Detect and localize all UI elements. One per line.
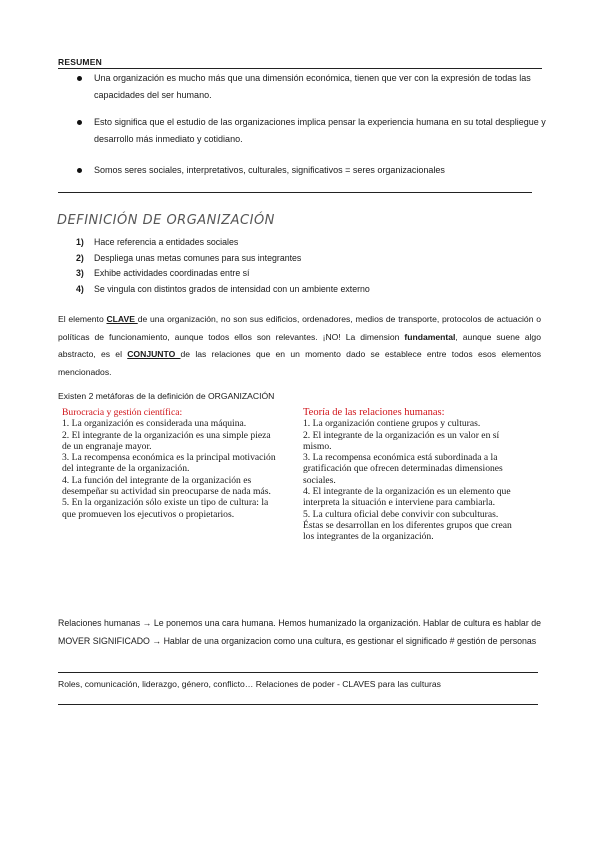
list-item — [58, 114, 548, 148]
list-item: 5. En la organización sólo existe un tipo de cultura: la que promueven los ejecutivos o propietarios. — [62, 497, 269, 520]
item-number: 1) — [76, 237, 84, 247]
para-text: , aunque suene algo abstracto, es el — [58, 331, 541, 359]
metaforas-intro: Existen 2 metáforas de la definición de ORGANIZACIÓN — [58, 391, 275, 401]
list-item: 2. El integrante de la organización es un valor en sí mismo. — [303, 429, 500, 452]
roles-line: Roles, comunicación, liderazgo, género, conflicto… Relaciones de poder - CLAVES para las culturas — [58, 679, 441, 689]
list-item: 3. La recompensa económica es la principal motivación del integrante de la organización. — [62, 452, 276, 475]
para-text: de una organización, no son sus edificios, ordenadores, medios de transporte, protocolos de actuación o políticas de funcionamiento, aunque todos ellos son relevantes. ¡NO! La dimension — [58, 314, 541, 342]
section-divider — [58, 672, 538, 673]
item-number: 3) — [76, 268, 84, 278]
item-text: Hace referencia a entidades sociales — [94, 237, 239, 247]
definicion-heading: DEFINICIÓN DE ORGANIZACIÓN — [57, 213, 275, 228]
list-item — [76, 266, 496, 282]
item-number: 2) — [76, 252, 84, 263]
section-divider — [58, 192, 532, 193]
bullet-icon — [77, 76, 82, 81]
list-item: 2. El integrante de la organización es una simple pieza de un engranaje mayor. — [62, 429, 271, 452]
keyword-conjunto: CONJUNTO — [127, 349, 181, 359]
metafora-burocracia-column — [62, 407, 282, 520]
metafora-relaciones-column — [303, 407, 518, 543]
item-text: Se vingula con distintos grados de intensidad con un ambiente externo — [94, 283, 370, 294]
bullet-text: Somos seres sociales, interpretativos, culturales, significativos = seres organizacionales — [94, 165, 445, 175]
resumen-bullet-list — [58, 70, 548, 179]
column-title: Teoría de las relaciones humanas: — [303, 407, 445, 418]
bullet-icon — [77, 168, 82, 173]
list-item: 4. La función del integrante de la organización es desempeñar su actividad sin preocuparse de nada más. — [62, 474, 271, 498]
bullet-text: Una organización es mucho más que una dimensión económica, tienen que ver con la expresión de todas las capacidades del ser humano. — [94, 73, 531, 100]
definicion-numbered-list — [76, 235, 496, 297]
list-item: 4. El integrante de la organización es un elemento que interpreta la situación e interviene para cambiarla. — [303, 486, 511, 509]
list-item: 1. La organización es considerada una máquina. — [62, 418, 247, 430]
list-item — [58, 70, 548, 104]
item-text: Exhibe actividades coordinadas entre sí — [94, 268, 250, 278]
para-text: de las relaciones que en un momento dado se establece entre todos esos elementos mencionados. — [58, 349, 541, 377]
definicion-paragraph — [58, 311, 541, 381]
para-text: El elemento — [58, 314, 107, 324]
keyword-fundamental: fundamental — [404, 331, 456, 342]
bullet-text: Esto significa que el estudio de las organizaciones implica pensar la experiencia humana en su total despliegue y desarrollo más inmediato y cotidiano. — [94, 117, 546, 144]
title-underline — [58, 68, 542, 69]
list-item: 5. La cultura oficial debe convivir con subculturas. Éstas se desarrollan en los diferentes grupos que crean los integrantes de la organización. — [303, 508, 512, 543]
list-item: 3. La recompensa económica está subordinada a la gratificación que ofrecen determinadas dimensiones sociales. — [303, 452, 503, 486]
list-item — [76, 251, 496, 267]
resumen-title: RESUMEN — [58, 57, 102, 67]
item-text: Despliega unas metas comunes para sus integrantes — [94, 252, 302, 263]
item-number: 4) — [76, 283, 84, 294]
list-item — [76, 235, 496, 251]
list-item — [76, 282, 496, 298]
keyword-clave: CLAVE — [106, 314, 138, 324]
bullet-icon — [77, 120, 82, 125]
section-divider — [58, 704, 538, 705]
column-title: Burocracia y gestión científica: — [62, 407, 183, 418]
list-item: 1. La organización contiene grupos y culturas. — [303, 418, 481, 430]
list-item — [58, 162, 548, 179]
relaciones-paragraph: Relaciones humanas → Le ponemos una cara humana. Hemos humanizado la organización. Hablar de cultura es hablar de MOVER SIGNIFICADO → Hablar de una organizacion como una cultura, es gestionar el significado # gestión de personas — [58, 618, 541, 646]
